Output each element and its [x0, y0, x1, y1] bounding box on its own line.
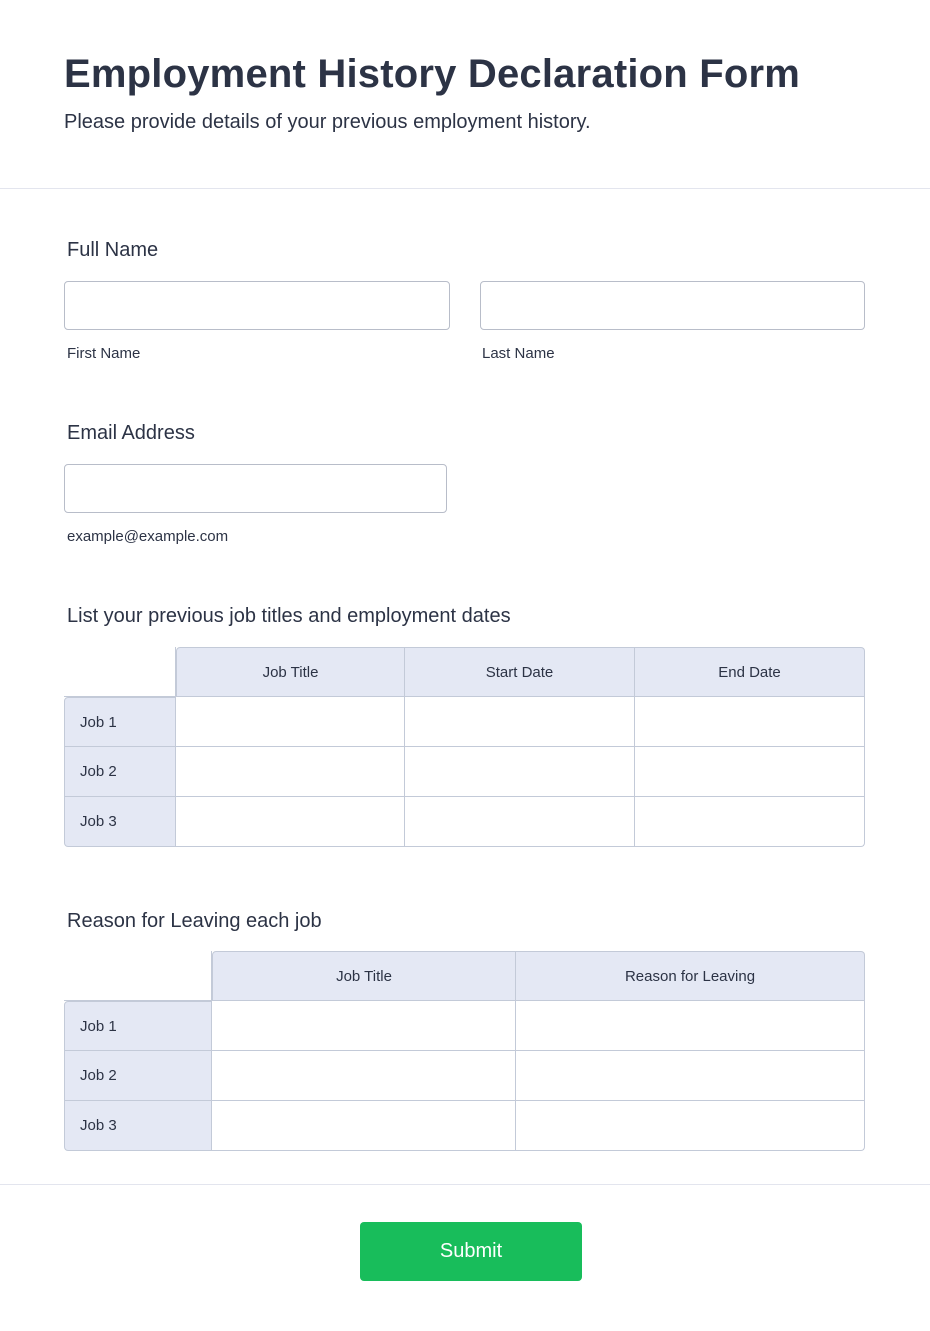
column-header-reason-for-leaving: Reason for Leaving: [516, 951, 865, 1001]
job-1-start-input[interactable]: [405, 697, 634, 746]
job-3-start-input[interactable]: [405, 797, 634, 846]
job-1-title-cell[interactable]: [176, 697, 405, 747]
reason-job-1-reason-cell[interactable]: [516, 1001, 865, 1051]
reason-job-1-reason-input[interactable]: [516, 1001, 864, 1050]
last-name-sublabel: Last Name: [482, 345, 555, 362]
email-sublabel: example@example.com: [67, 528, 229, 545]
jobs-matrix-table: [64, 647, 865, 847]
job-2-start-input[interactable]: [405, 747, 634, 796]
reason-job-1-title-cell[interactable]: [212, 1001, 516, 1051]
job-2-end-input[interactable]: [635, 747, 864, 796]
job-1-end-cell[interactable]: [635, 697, 865, 747]
reason-matrix-table: [64, 951, 865, 1151]
job-2-title-input[interactable]: [176, 747, 404, 796]
email-input[interactable]: [64, 464, 447, 513]
reason-job-3-title-input[interactable]: [212, 1101, 515, 1150]
reason-job-2-reason-input[interactable]: [516, 1051, 864, 1100]
job-1-end-input[interactable]: [635, 697, 864, 746]
job-3-end-cell[interactable]: [635, 797, 865, 847]
submit-button[interactable]: Submit: [360, 1222, 582, 1281]
column-header-job-title: Job Title: [212, 951, 516, 1001]
table-row: [64, 747, 865, 797]
table-row: [64, 1001, 865, 1051]
footer-divider: [0, 1184, 930, 1185]
job-3-title-cell[interactable]: [176, 797, 405, 847]
matrix-corner: [64, 951, 212, 1001]
form-header: [0, 0, 930, 189]
table-row: [64, 697, 865, 747]
job-1-start-cell[interactable]: [405, 697, 635, 747]
job-1-title-input[interactable]: [176, 697, 404, 746]
row-header-job-3: Job 3: [64, 1101, 212, 1151]
reason-job-1-title-input[interactable]: [212, 1001, 515, 1050]
table-row: [64, 797, 865, 847]
job-2-title-cell[interactable]: [176, 747, 405, 797]
row-header-job-2: Job 2: [64, 747, 176, 797]
table-row: [64, 1101, 865, 1151]
reason-job-3-reason-cell[interactable]: [516, 1101, 865, 1151]
form-subtitle: Please provide details of your previous employment history.: [64, 111, 591, 133]
first-name-sublabel: First Name: [67, 345, 141, 362]
column-header-start-date: Start Date: [405, 647, 635, 697]
jobs-matrix-label: List your previous job titles and employment dates: [67, 605, 511, 627]
table-row: [64, 1051, 865, 1101]
matrix-corner: [64, 647, 176, 697]
column-header-job-title: Job Title: [176, 647, 405, 697]
row-header-job-1: Job 1: [64, 697, 176, 747]
job-3-title-input[interactable]: [176, 797, 404, 846]
reason-job-3-reason-input[interactable]: [516, 1101, 864, 1150]
first-name-input[interactable]: [64, 281, 450, 330]
column-header-end-date: End Date: [635, 647, 865, 697]
row-header-job-1: Job 1: [64, 1001, 212, 1051]
reason-job-2-title-cell[interactable]: [212, 1051, 516, 1101]
row-header-job-3: Job 3: [64, 797, 176, 847]
job-3-end-input[interactable]: [635, 797, 864, 846]
form-title: Employment History Declaration Form: [64, 52, 801, 96]
email-label: Email Address: [67, 422, 195, 444]
full-name-label: Full Name: [67, 239, 159, 261]
job-2-start-cell[interactable]: [405, 747, 635, 797]
job-3-start-cell[interactable]: [405, 797, 635, 847]
reason-job-2-reason-cell[interactable]: [516, 1051, 865, 1101]
reason-matrix-label: Reason for Leaving each job: [67, 910, 322, 932]
row-header-job-2: Job 2: [64, 1051, 212, 1101]
last-name-input[interactable]: [480, 281, 865, 330]
reason-job-2-title-input[interactable]: [212, 1051, 515, 1100]
job-2-end-cell[interactable]: [635, 747, 865, 797]
reason-job-3-title-cell[interactable]: [212, 1101, 516, 1151]
